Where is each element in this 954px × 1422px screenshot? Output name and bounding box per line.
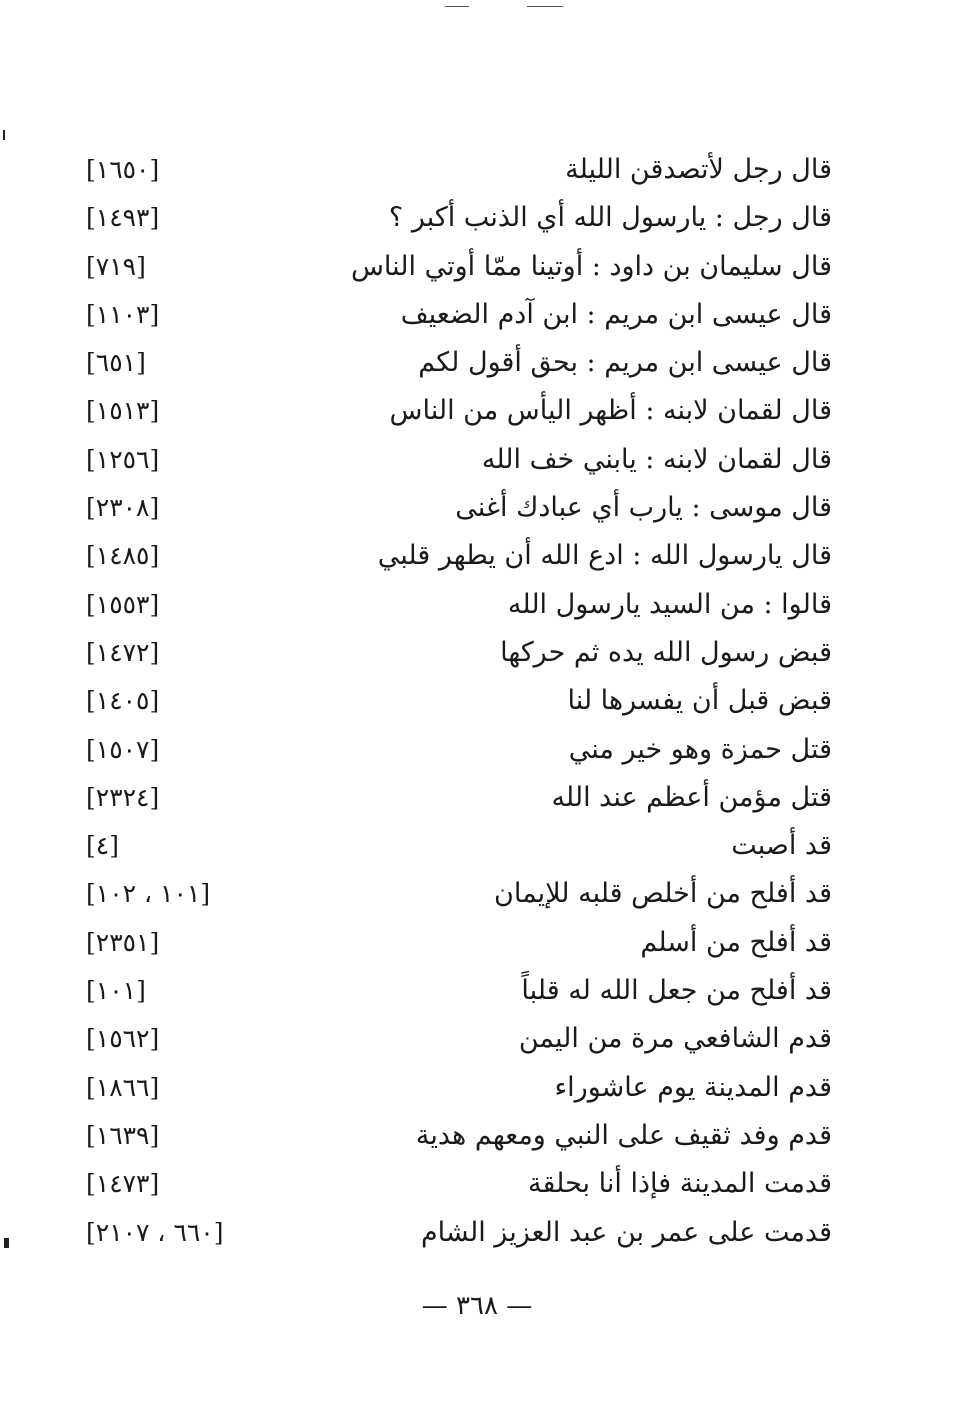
header-rule-left: [445, 6, 469, 7]
entry-reference-number: [٦٦٠ ، ٢١٠٧]: [86, 1217, 224, 1247]
entry-text: قال سليمان بن داود : أوتينا ممّا أوتي الناس: [350, 250, 832, 282]
index-entry: [0, 1017, 954, 1065]
entry-text: قال عيسى ابن مريم : بحق أقول لكم: [418, 347, 832, 379]
entry-text: قدم الشافعي مرة من اليمن: [518, 1023, 832, 1055]
entry-text: قبض قبل أن يفسرها لنا: [567, 685, 832, 717]
entry-reference-number: [٢٣٢٤]: [86, 782, 160, 812]
entry-reference-number: [١٤٨٥]: [86, 541, 160, 571]
margin-mark-top: [3, 130, 5, 140]
index-entry: [0, 1066, 954, 1114]
entry-reference-number: [١٥٥٣]: [86, 589, 160, 619]
entry-text: قد أفلح من جعل الله له قلباً: [521, 975, 832, 1007]
entry-reference-number: [١٤٧٣]: [86, 1169, 160, 1199]
entry-reference-number: [١٤٩٣]: [86, 203, 160, 233]
entry-reference-number: [٧١٩]: [86, 251, 146, 281]
index-entry: [0, 583, 954, 631]
index-entry: [0, 872, 954, 920]
entry-text: قال لقمان لابنه : أظهر اليأس من الناس: [389, 395, 832, 427]
entry-reference-number: [٢٣٥١]: [86, 927, 160, 957]
entry-reference-number: [١٤٧٢]: [86, 637, 160, 667]
index-entry: [0, 921, 954, 969]
entry-reference-number: [١٥١٣]: [86, 396, 160, 426]
entry-reference-number: [١٨٦٦]: [86, 1072, 160, 1102]
index-entry: [0, 148, 954, 196]
index-entry: [0, 728, 954, 776]
index-entry: [0, 1162, 954, 1210]
index-entry: [0, 776, 954, 824]
entry-reference-number: [١٢٥٦]: [86, 444, 160, 474]
entry-text: قد أفلح من أسلم: [640, 926, 832, 958]
index-entry: [0, 679, 954, 727]
entry-reference-number: [١٦٥٠]: [86, 155, 160, 184]
entry-reference-number: [١٤٠٥]: [86, 686, 160, 716]
index-entries-list: [0, 148, 954, 1259]
entry-text: قتل مؤمن أعظم عند الله: [551, 781, 832, 813]
page-number: — ٣٦٨ —: [421, 1291, 533, 1321]
index-entry: [0, 1114, 954, 1162]
index-entry: [0, 341, 954, 389]
header-rule-right: [527, 6, 563, 7]
entry-text: قدمت على عمر بن عبد العزيز الشام: [420, 1216, 832, 1248]
entry-text: قال رجل : يارسول الله أي الذنب أكبر ؟: [388, 202, 832, 234]
entry-reference-number: [٦٥١]: [86, 348, 146, 378]
index-entry: [0, 969, 954, 1017]
entry-text: قد أصبت: [731, 830, 832, 862]
entry-text: قال عيسى ابن مريم : ابن آدم الضعيف: [400, 298, 832, 330]
index-entry: [0, 631, 954, 679]
entry-text: قال رجل لأتصدقن الليلة: [565, 154, 832, 185]
entry-reference-number: [١١٠٣]: [86, 299, 160, 329]
entry-text: قدم وفد ثقيف على النبي ومعهم هدية: [415, 1119, 832, 1151]
entry-text: قتل حمزة وهو خير مني: [568, 733, 832, 765]
index-entry: [0, 196, 954, 244]
entry-reference-number: [١٠١ ، ١٠٢]: [86, 879, 211, 909]
entry-text: قال موسى : يارب أي عبادك أغنى: [455, 492, 832, 524]
index-entry: [0, 534, 954, 582]
index-entry: [0, 438, 954, 486]
entry-text: قد أفلح من أخلص قلبه للإيمان: [494, 878, 832, 910]
entry-reference-number: [١٦٣٩]: [86, 1120, 160, 1150]
index-entry: [0, 245, 954, 293]
entry-reference-number: [١٥٦٢]: [86, 1024, 160, 1054]
entry-reference-number: [٢٣٠٨]: [86, 493, 160, 523]
entry-text: قدم المدينة يوم عاشوراء: [554, 1071, 832, 1103]
entry-text: قالوا : من السيد يارسول الله: [507, 588, 832, 620]
entry-text: قبض رسول الله يده ثم حركها: [500, 636, 832, 668]
index-entry: [0, 1211, 954, 1259]
entry-reference-number: [١٠١]: [86, 976, 146, 1006]
index-entry: [0, 486, 954, 534]
entry-reference-number: [١٥٠٧]: [86, 734, 160, 764]
entry-text: قال لقمان لابنه : يابني خف الله: [481, 443, 832, 475]
index-entry: [0, 389, 954, 437]
index-entry: [0, 293, 954, 341]
entry-reference-number: [٤]: [86, 831, 119, 861]
entry-text: قال يارسول الله : ادع الله أن يطهر قلبي: [377, 540, 832, 572]
entry-text: قدمت المدينة فإذا أنا بحلقة: [528, 1168, 832, 1200]
index-entry: [0, 824, 954, 872]
